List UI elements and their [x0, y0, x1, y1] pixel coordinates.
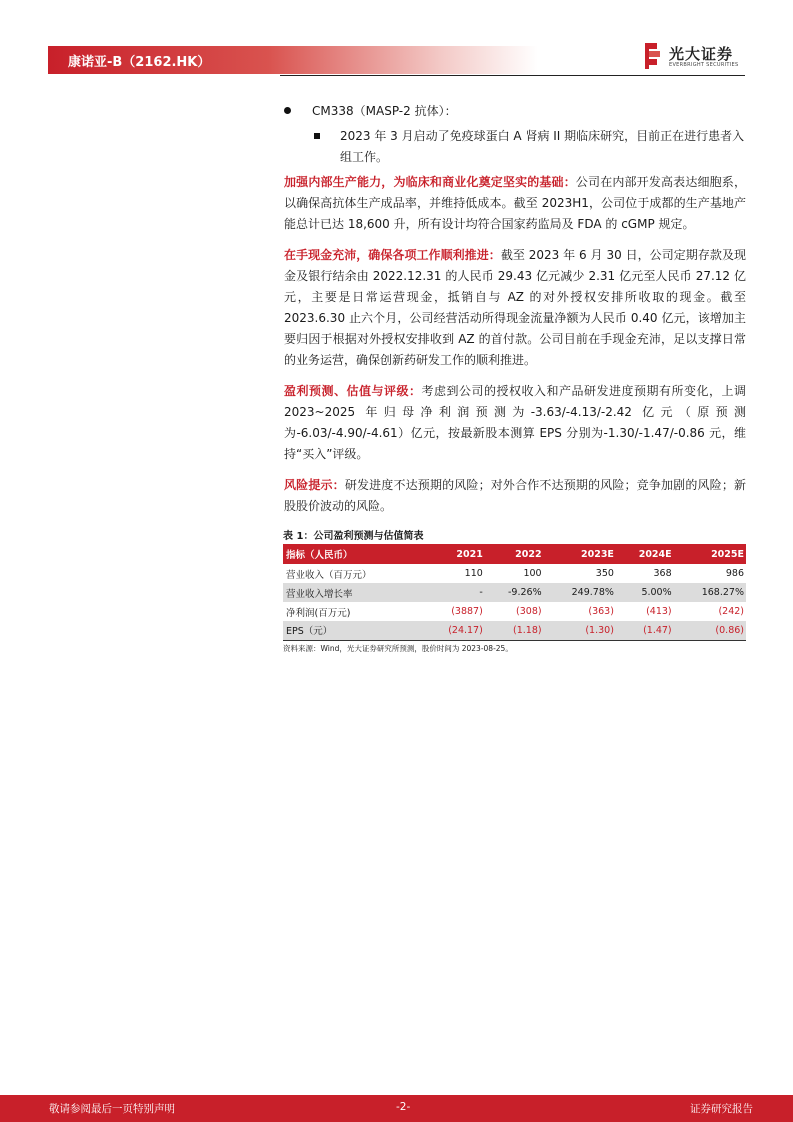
table-cell: (1.30): [544, 621, 616, 640]
table-row-label: 营业收入（百万元）: [286, 569, 372, 581]
paragraph-heading: 加强内部生产能力，为临床和商业化奠定坚实的基础：: [284, 175, 576, 189]
paragraph-forecast: [284, 381, 746, 465]
paragraph-text: 考虑到公司的授权收入和产品研发进度预期有所变化，上调 2023~2025 年归母净利润预测为-3.63/-4.13/-2.42 亿元（原预测为-6.03/-4.90/-4.61）亿元，按最新股本测算 EPS 分别为-1.30/-1.47/-0.86 元，维持“买入”评级。: [284, 384, 746, 461]
table-cell: 168.27%: [674, 583, 746, 602]
brand-name-cn: 光大证券: [669, 45, 734, 63]
table-cell: (3887): [451, 606, 483, 617]
table-caption: 表 1：公司盈利预测与估值简表: [283, 531, 424, 542]
table-cell: (24.17): [424, 621, 484, 640]
table-header-cell: 2023E: [544, 544, 616, 564]
report-company-title: 康诺亚-B（2162.HK）: [68, 55, 211, 70]
table-header-row: [283, 544, 746, 564]
paragraph-heading: 盈利预测、估值与评级：: [284, 384, 422, 398]
table-cell: -9.26%: [485, 583, 544, 602]
footer-report-type: 证券研究报告: [690, 1103, 753, 1115]
bullet-item: [284, 101, 746, 122]
table-cell: 5.00%: [616, 583, 674, 602]
sub-bullet-text: 2023 年 3 月启动了免疫球蛋白 A 肾病 II 期临床研究，目前正在进行患者入组工作。: [340, 129, 745, 164]
table-cell: 100: [523, 568, 542, 579]
table-source-note: 资料来源：Wind，光大证券研究所预测，股价时间为 2023-08-25。: [283, 643, 513, 653]
forecast-table-section: [283, 527, 746, 654]
page-number: -2-: [396, 1101, 411, 1113]
report-body: [284, 101, 746, 517]
table-header-cell: 指标（人民币）: [283, 544, 424, 564]
table-cell: (363): [588, 606, 614, 617]
bullet-title: CM338（MASP-2 抗体）：: [312, 104, 457, 118]
table-header-cell: 2021: [424, 544, 484, 564]
footer-disclaimer: 敬请参阅最后一页特别声明: [49, 1103, 175, 1115]
table-cell: 110: [464, 568, 483, 579]
paragraph-text: 研发进度不达预期的风险；对外合作不达预期的风险；竞争加剧的风险；新股股价波动的风险。: [284, 478, 746, 513]
sub-bullet-item: [284, 126, 746, 168]
paragraph-text: 公司在内部开发高表达细胞系，以确保高抗体生产成品率，并维持低成本。截至 2023H1，公司位于成都的生产基地产能总计已达 18,600 升，所有设计均符合国家药监局及 FDA 的 cGMP 规定。: [284, 175, 746, 231]
table-row-label: EPS（元）: [283, 621, 424, 640]
brand-name-en: EVERBRIGHT SECURITIES: [669, 62, 739, 68]
paragraph-risk: [284, 475, 746, 517]
paragraph-heading: 风险提示：: [284, 478, 345, 492]
header-divider: [280, 75, 745, 76]
table-cell: (242): [718, 606, 744, 617]
table-row: [283, 564, 746, 583]
table-cell: (1.18): [485, 621, 544, 640]
table-cell: 368: [653, 568, 672, 579]
table-header-cell: 2025E: [674, 544, 746, 564]
table-cell: (0.86): [674, 621, 746, 640]
brand-logo: [643, 42, 753, 72]
forecast-table: [283, 544, 746, 641]
table-row: [283, 583, 746, 602]
table-cell: 249.78%: [544, 583, 616, 602]
table-cell: 350: [595, 568, 614, 579]
brand-logo-icon: [643, 42, 663, 70]
table-row-label: 净利润(百万元): [286, 607, 351, 619]
table-header-cell: 2022: [485, 544, 544, 564]
table-cell: (308): [516, 606, 542, 617]
table-cell: -: [424, 583, 484, 602]
table-cell: 986: [725, 568, 744, 579]
table-row: [283, 621, 746, 640]
table-cell: (1.47): [616, 621, 674, 640]
table-cell: (413): [646, 606, 672, 617]
paragraph-heading: 在手现金充沛，确保各项工作顺利推进：: [284, 248, 501, 262]
table-row-label: 营业收入增长率: [283, 583, 424, 602]
table-header-cell: 2024E: [616, 544, 674, 564]
paragraph-text: 截至 2023 年 6 月 30 日，公司定期存款及现金及银行结余由 2022.12.31 的人民币 29.43 亿元减少 2.31 亿元至人民币 27.12 亿元，主要是日常运营现金，抵销自与 AZ 的对外授权安排所收取的现金。截至 2023.6.30 止六个月，公司经营活动所得现金流量净额为人民币 0.40 亿元，该增加主要归因于根据对外授权安排收到 AZ 的首付款。公司目前在手现金充沛，足以支撑日常的业务运营，确保创新药研发工作的顺利推进。: [284, 248, 746, 367]
paragraph-cash: [284, 245, 746, 371]
table-row: [283, 602, 746, 621]
paragraph-production: [284, 172, 746, 235]
